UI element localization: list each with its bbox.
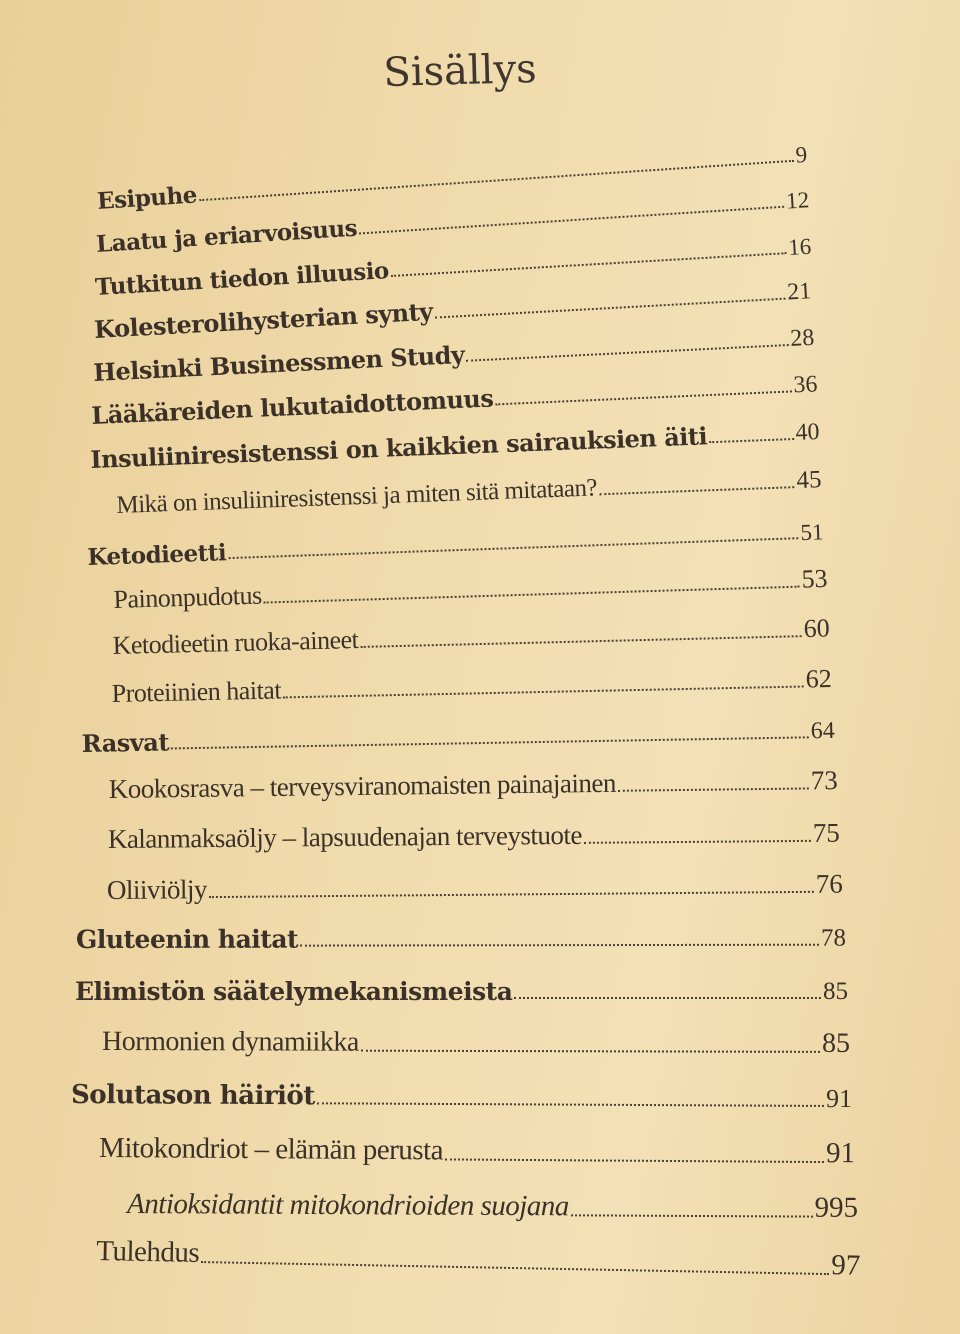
toc-entry-page: 75: [812, 817, 840, 848]
dot-leader: [201, 1261, 829, 1275]
dot-leader: [467, 344, 789, 362]
toc-entry-page: 40: [794, 419, 820, 447]
toc-entry-label: Ketodieetti: [87, 538, 227, 571]
toc-entry-label: Elimistön säätelymekanismeista: [75, 976, 513, 1006]
toc-entry: [71, 1077, 852, 1114]
toc-entry-page: 21: [786, 278, 812, 306]
toc-entry-label: Esipuhe: [96, 180, 198, 215]
toc-entry-page: 91: [826, 1136, 856, 1170]
dot-leader: [209, 891, 814, 898]
dot-leader: [495, 391, 791, 406]
toc-entry-label: Kolesterolihysterian synty: [93, 297, 434, 345]
toc-entry: [108, 815, 840, 855]
toc-entry: [75, 974, 848, 1005]
toc-entry-label: Mikä on insuliiniresistenssi ja miten sitä mitataan?: [115, 474, 598, 520]
toc-entry-label: Lääkäreiden lukutaidottomuus: [90, 383, 494, 431]
dot-leader: [171, 737, 809, 750]
toc-entry-label: Hormonien dynamiikka: [102, 1025, 359, 1058]
toc-entry: [76, 922, 846, 955]
toc-entry-label: Kalanmaksaöljy – lapsuudenajan terveystuote: [107, 819, 583, 854]
dot-leader: [317, 1102, 824, 1107]
toc-entry-page: 62: [805, 663, 832, 694]
dot-leader: [618, 787, 809, 791]
toc-entry-page: 73: [810, 764, 838, 796]
dot-leader: [264, 585, 800, 603]
dot-leader: [599, 487, 795, 496]
toc-entry: [109, 762, 838, 805]
toc-entry: [127, 1185, 858, 1225]
toc-entry-label: Ketodieetin ruoka-aineet: [112, 624, 359, 660]
toc-entry: [107, 866, 843, 906]
toc-entry-label: Gluteenin haitat: [75, 925, 299, 955]
toc-entry: [113, 561, 828, 615]
toc-entry-label: Antioksidantit mitokondrioiden suojana: [127, 1187, 569, 1223]
dot-leader: [435, 298, 786, 319]
toc-entry-page: 28: [789, 325, 815, 353]
toc-entry-page: 76: [815, 868, 843, 899]
toc-entry-label: Tulehdus: [96, 1234, 200, 1269]
toc-entry-page: 45: [795, 466, 822, 495]
toc-entry-label: Solutason häiriöt: [71, 1079, 315, 1111]
dot-leader: [283, 685, 804, 698]
toc-entry-label: Painonpudotus: [113, 580, 262, 614]
toc-entry-page: 995: [814, 1191, 859, 1224]
dot-leader: [514, 997, 821, 999]
toc-entry: [112, 611, 830, 661]
toc-entry: [81, 715, 835, 758]
toc-entry-page: 85: [823, 977, 848, 1005]
toc-entry-label: Mitokondriot – elämän perusta: [99, 1131, 444, 1167]
toc-entry-page: 9: [794, 141, 808, 167]
dot-leader: [361, 1049, 820, 1052]
toc-entry: [96, 1232, 861, 1283]
toc-entry-label: Kookosrasva – terveysviranomaisten painajainen: [108, 767, 617, 804]
dot-leader: [360, 635, 801, 648]
toc-entry: [99, 1129, 855, 1171]
dot-leader: [571, 1214, 813, 1217]
toc-entry-label: Insuliiniresistenssi on kaikkien sairauksien äiti: [89, 421, 708, 475]
dot-leader: [300, 944, 819, 947]
toc-entry-label: Tutkitun tiedon illuusio: [94, 256, 390, 301]
toc-entry-page: 85: [822, 1027, 851, 1059]
toc-entry-page: 51: [800, 518, 824, 545]
dot-leader: [359, 205, 784, 234]
toc-entry: [87, 516, 824, 570]
toc-entry-label: Oliiviöljy: [106, 873, 208, 905]
dot-leader: [709, 438, 794, 443]
toc-entry-label: Proteiinien haitat: [111, 675, 282, 708]
toc-entry-page: 16: [787, 233, 812, 260]
toc-entry: [116, 463, 822, 520]
dot-leader: [228, 536, 799, 558]
toc-entry-page: 78: [820, 925, 846, 953]
toc-entry-page: 36: [792, 371, 818, 399]
toc-entry-page: 91: [825, 1083, 853, 1113]
toc-entry: [102, 1023, 850, 1060]
dot-leader: [391, 251, 787, 276]
toc-entry-page: 97: [831, 1249, 861, 1282]
toc-entry-label: Rasvat: [81, 727, 170, 759]
dot-leader: [584, 840, 811, 844]
toc-entry-label: Laatu ja eriarvoisuus: [95, 213, 358, 258]
toc-entry-page: 60: [803, 613, 830, 643]
dot-leader: [445, 1158, 824, 1163]
page-title: Sisällys: [382, 46, 538, 96]
toc-entry-label: Helsinki Businessmen Study: [92, 340, 465, 388]
toc-entry: [111, 661, 832, 709]
toc-entry-page: 53: [801, 563, 828, 594]
toc-entry-page: 12: [785, 186, 810, 213]
toc-entry-page: 64: [810, 718, 835, 745]
